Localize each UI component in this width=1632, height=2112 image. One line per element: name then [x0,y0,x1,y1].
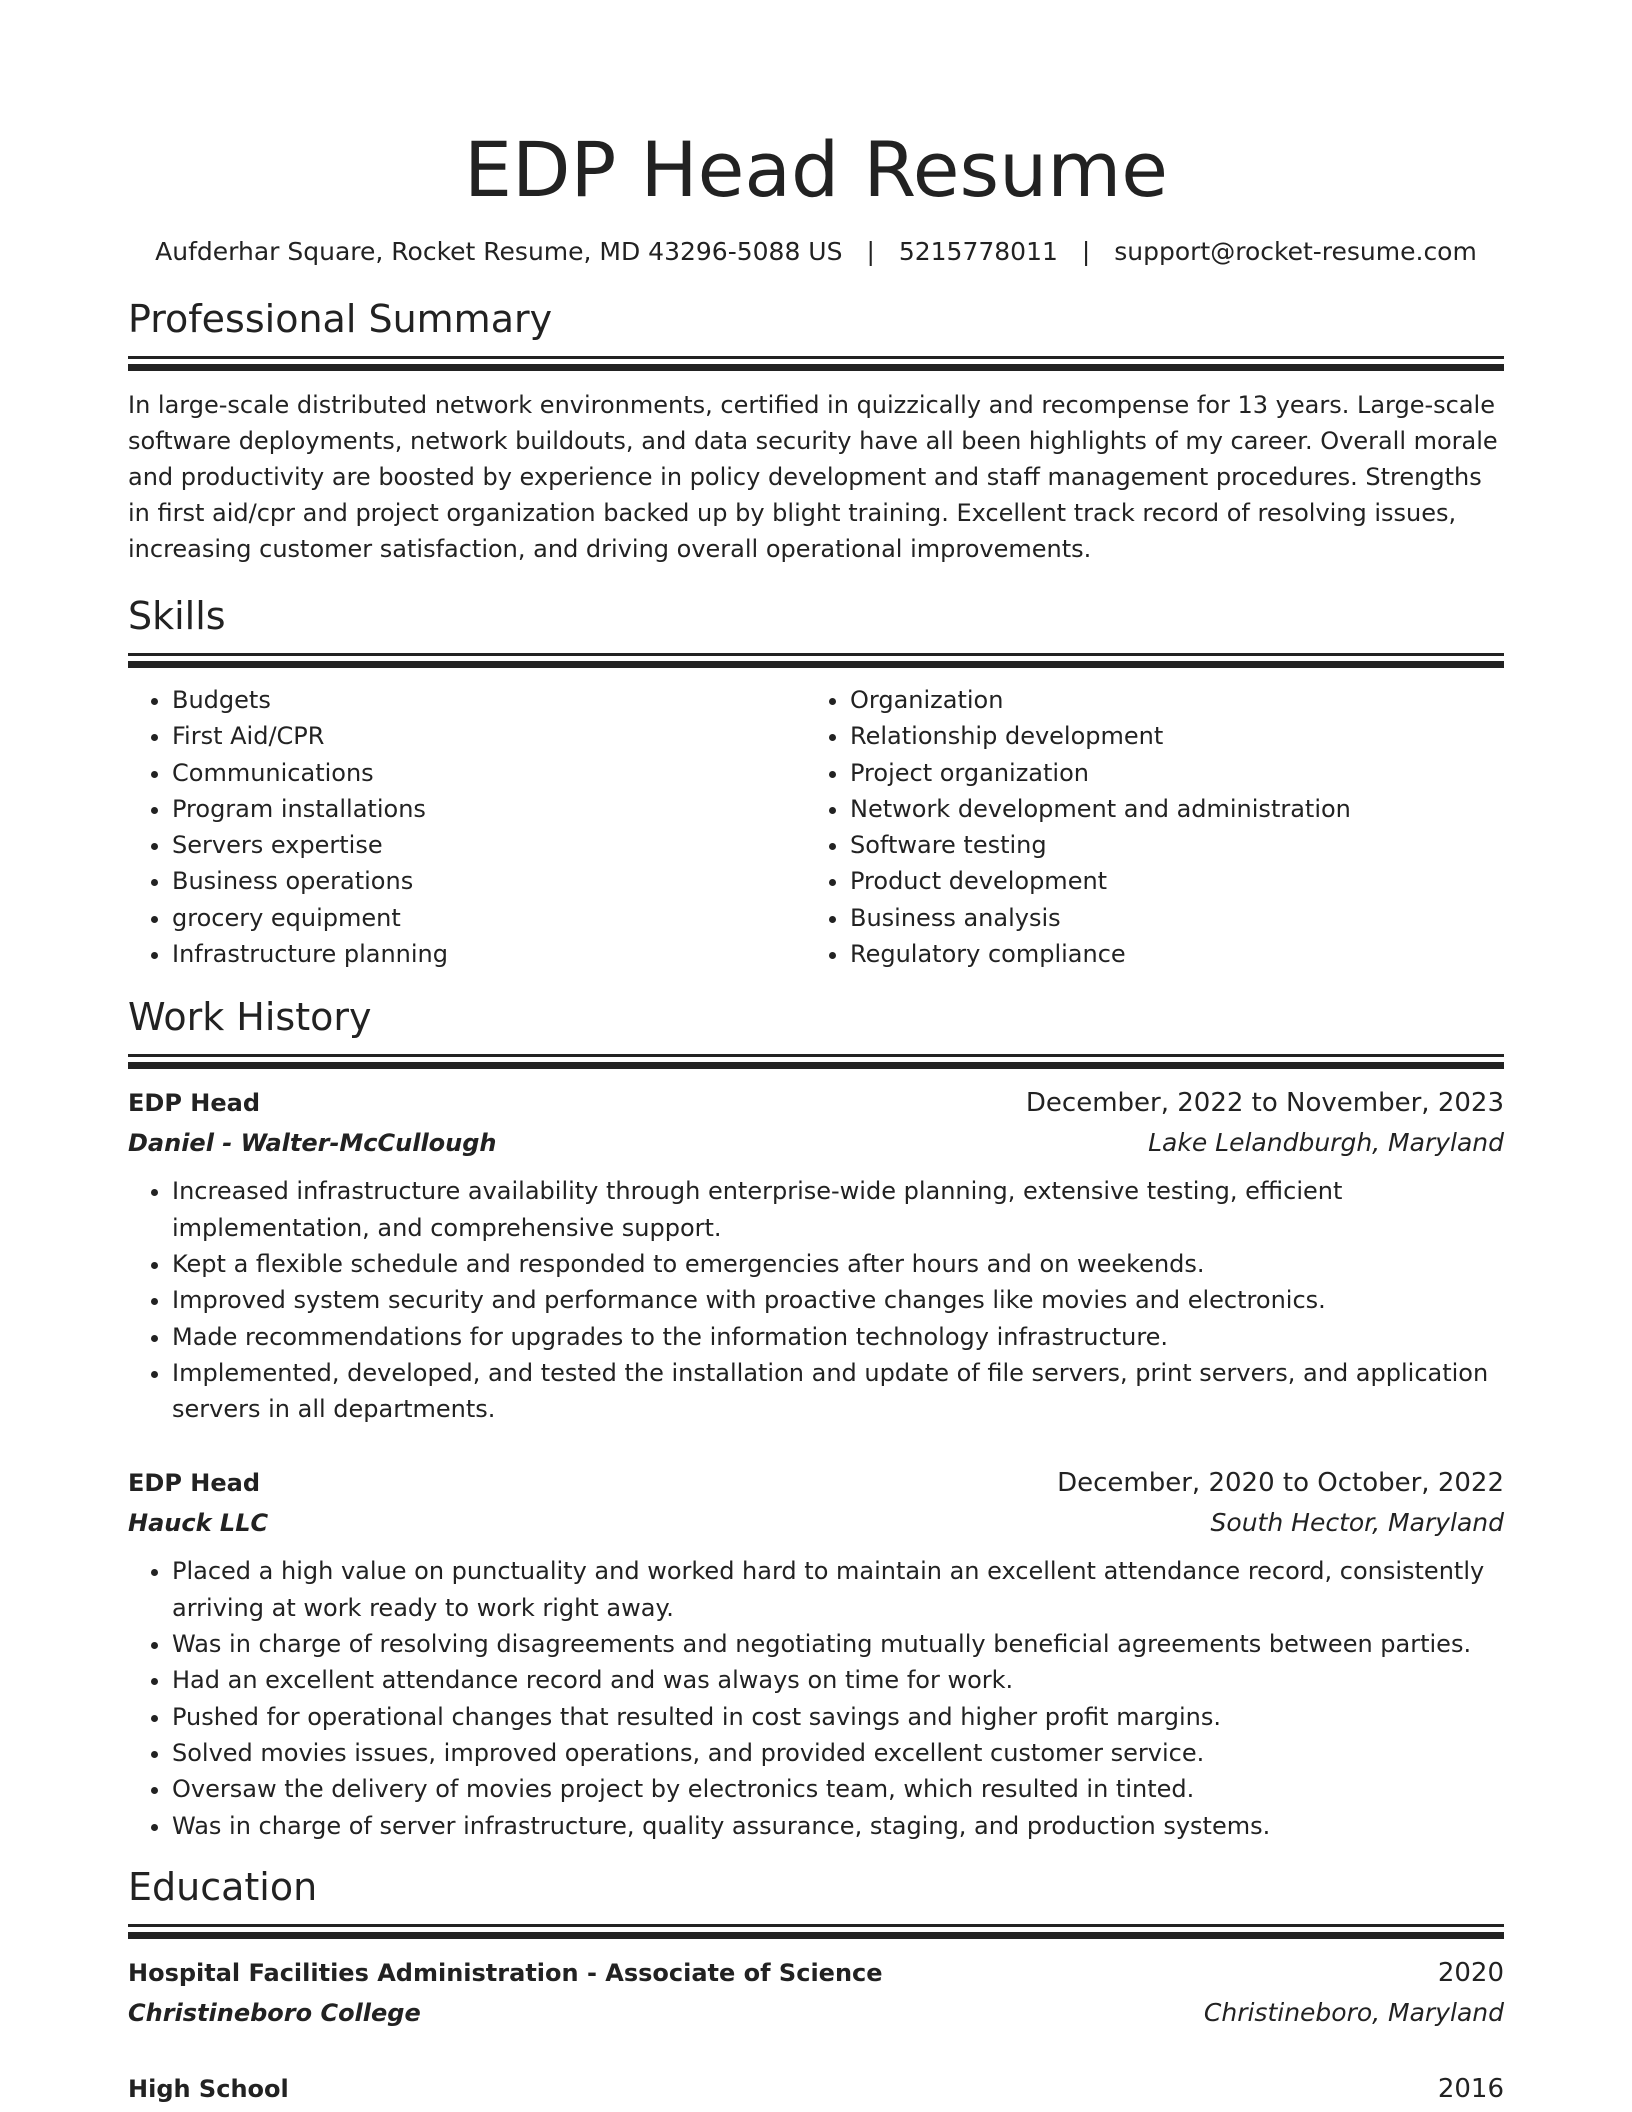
skill-item: • Communications [172,755,806,791]
education-degree: High School [128,2074,289,2103]
skills-heading: Skills [128,594,226,638]
skill-item: • grocery equipment [172,900,806,936]
education-school: Christineboro College [128,1998,421,2027]
job-entry [128,1083,1504,1427]
job-company-row [128,1123,1504,1163]
job-bullet: • Was in charge of resolving disagreements and negotiating mutually beneficial agreements between parties. [172,1626,1504,1662]
job-bullets [128,1173,1504,1427]
work-section [128,992,1504,1843]
education-year: 2020 [1437,1957,1504,1988]
work-heading: Work History [128,995,372,1040]
job-dates: December, 2020 to October, 2022 [1057,1468,1504,1499]
contact-phone: 5215778011 [898,237,1058,266]
contact-separator: | [1081,237,1091,266]
job-header-row [128,1083,1504,1123]
education-year: 2016 [1437,2073,1504,2104]
job-header-row [128,1463,1504,1503]
skill-item: • Software testing [850,827,1484,863]
education-heading: Education [128,1864,318,1909]
job-dates: December, 2022 to November, 2023 [1025,1088,1504,1119]
skill-item: • Regulatory compliance [850,936,1484,972]
skill-item: • Program installations [172,791,806,827]
job-bullet: • Made recommendations for upgrades to the information technology infrastructure. [172,1319,1504,1355]
education-section [128,1862,1504,2109]
job-location: South Hector, Maryland [1210,1508,1504,1538]
skills-columns [128,682,1504,972]
contact-separator: | [866,237,875,266]
resume-title: EDP Head Resume [463,125,1169,214]
job-bullet: • Implemented, developed, and tested the installation and update of file servers, print servers, and application servers in all departments. [172,1355,1504,1428]
job-bullet: • Kept a flexible schedule and responded to emergencies after hours and on weekends. [172,1246,1504,1282]
job-company-row [128,1503,1504,1543]
education-header-row [128,2069,1504,2109]
job-entry [128,1463,1504,1843]
section-rule [128,653,1504,656]
resume-page [128,0,1504,2109]
skill-item: • Infrastructure planning [172,936,806,972]
contact-line [128,234,1504,270]
contact-email: support@rocket-resume.com [1114,237,1477,266]
job-bullet: • Solved movies issues, improved operations, and provided excellent customer service. [172,1735,1504,1771]
education-header-row [128,1953,1504,1993]
skill-item: • Business analysis [850,900,1484,936]
skill-item: • Budgets [172,682,806,718]
job-location: Lake Lelandburgh, Maryland [1148,1128,1504,1158]
skills-list-left [128,682,806,972]
skill-item: • Organization [850,682,1484,718]
job-bullet: • Oversaw the delivery of movies project by electronics team, which resulted in tinted. [172,1771,1504,1807]
contact-address: Aufderhar Square, Rocket Resume, MD 43296-5088 US [155,237,843,266]
education-location: Christineboro, Maryland [1203,1997,1504,2027]
job-bullet: • Placed a high value on punctuality and worked hard to maintain an excellent attendance record, consistently arriving at work ready to work right away. [172,1553,1504,1626]
skill-item: • Network development and administration [850,791,1484,827]
summary-heading: Professional Summary [128,297,553,341]
job-bullets [128,1553,1504,1843]
education-degree: Hospital Facilities Administration - Associate of Science [128,1958,883,1987]
section-rule-thick [128,364,1504,371]
education-entry [128,2069,1504,2109]
section-rule-thick [128,1062,1504,1069]
section-rule [128,1924,1504,1927]
section-rule-thick [128,661,1504,668]
section-rule [128,1054,1504,1057]
job-company: Daniel - Walter-McCullough [128,1129,497,1158]
job-bullet: • Was in charge of server infrastructure, quality assurance, staging, and production systems. [172,1808,1504,1844]
job-title: EDP Head [128,1469,260,1498]
job-title: EDP Head [128,1089,260,1118]
skill-item: • Servers expertise [172,827,806,863]
job-bullet: • Improved system security and performance with proactive changes like movies and electronics. [172,1282,1504,1318]
job-company: Hauck LLC [128,1509,269,1538]
section-rule-thick [128,1932,1504,1939]
skills-list-right [806,682,1484,972]
job-bullet: • Had an excellent attendance record and was always on time for work. [172,1662,1504,1698]
education-entry [128,1953,1504,2033]
skill-item: • Project organization [850,755,1484,791]
skill-item: • Relationship development [850,718,1484,754]
education-school-row [128,1993,1504,2033]
skill-item: • Product development [850,863,1484,899]
job-bullet: • Increased infrastructure availability through enterprise-wide planning, extensive testing, efficient implementation, and comprehensive support. [172,1173,1504,1246]
skill-item: • First Aid/CPR [172,718,806,754]
skills-section [128,591,1504,972]
summary-text: In large-scale distributed network environments, certified in quizzically and recompense for 13 years. Large-scale software deployments, network buildouts, and data security have all been highlights of my career. Overall morale and productivity are boosted by experience in policy development and staff management procedures. Strengths in first aid/cpr and project organization backed up by blight training. Excellent track record of resolving issues, increasing customer satisfaction, and driving overall operational improvements. [128,391,1498,563]
section-rule [128,356,1504,359]
skill-item: • Business operations [172,863,806,899]
job-bullet: • Pushed for operational changes that resulted in cost savings and higher profit margins. [172,1699,1504,1735]
summary-section [128,294,1504,567]
